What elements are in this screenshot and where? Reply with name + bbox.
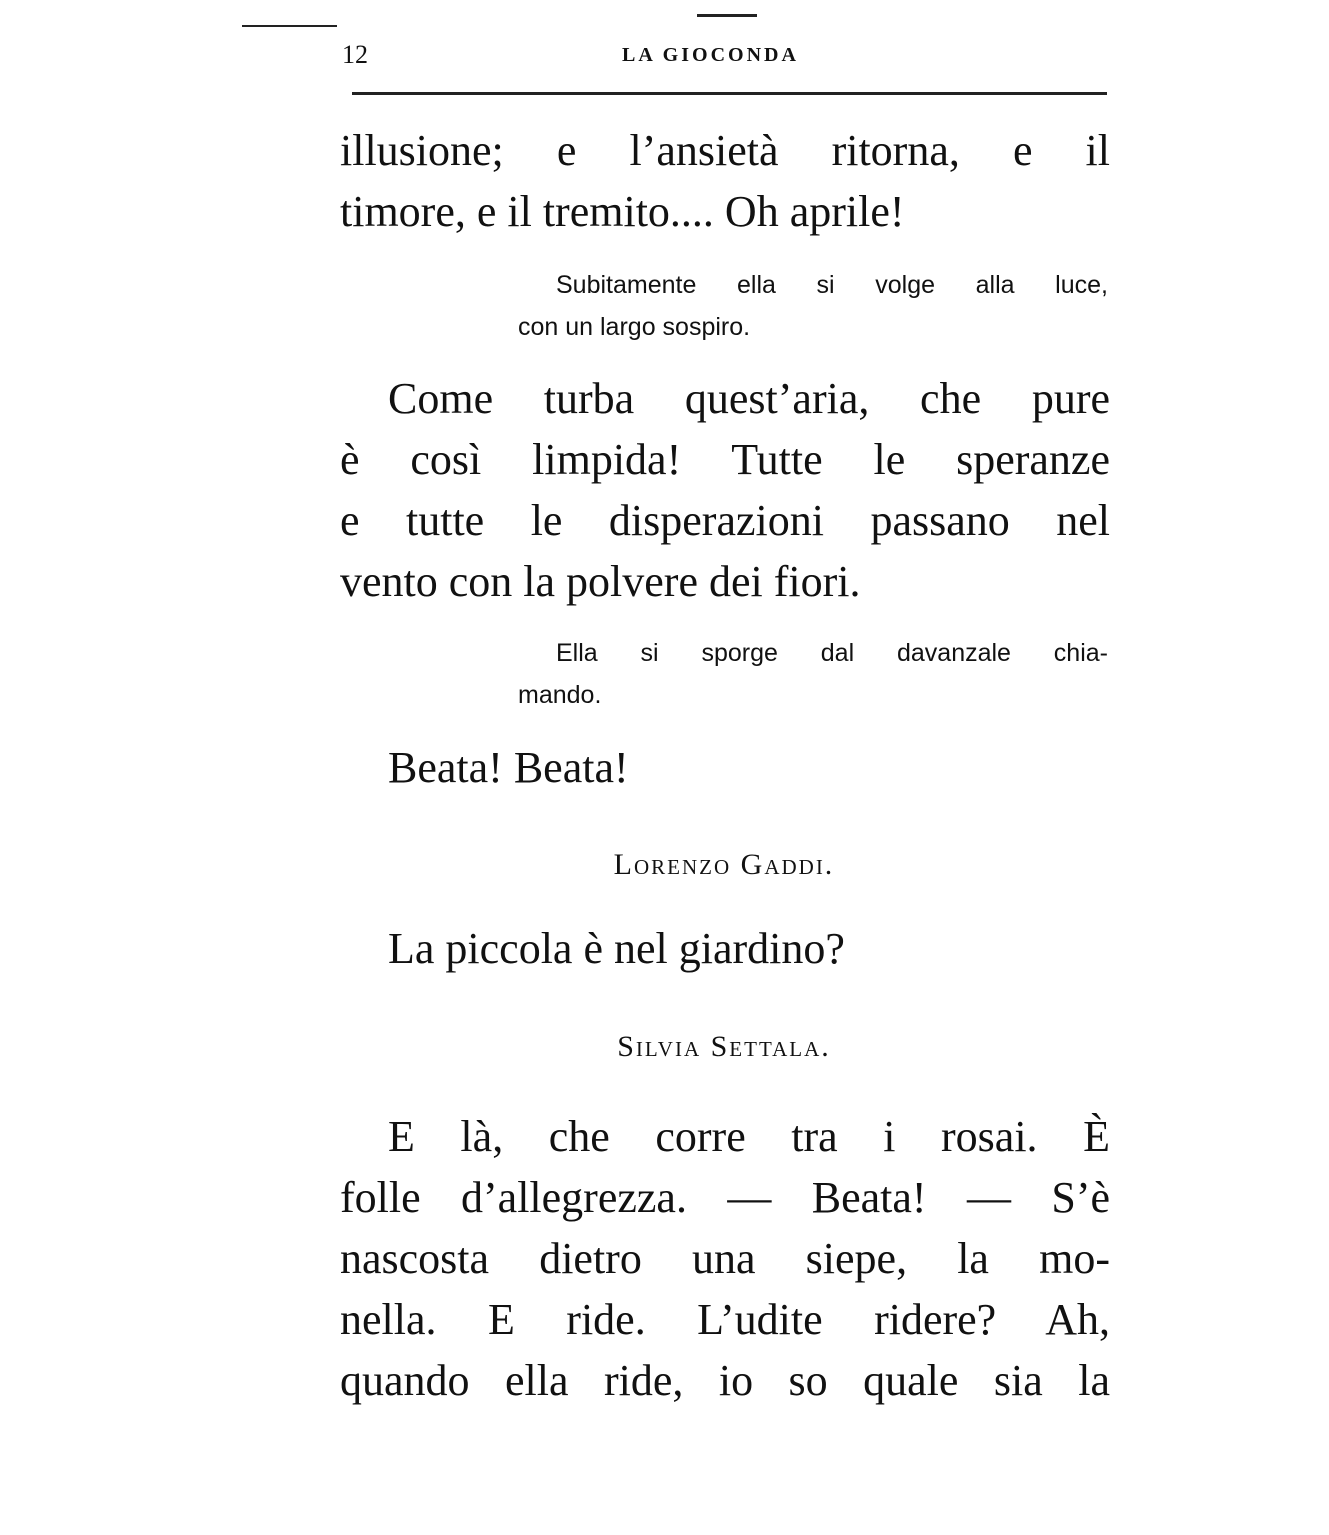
text-line: nascosta dietro una siepe, la mo-	[340, 1234, 1110, 1283]
text-line: quando ella ride, io so quale sia la	[340, 1356, 1110, 1405]
header-rule	[352, 92, 1107, 95]
passage-1	[340, 120, 1110, 242]
text-line: è così limpida! Tutte le speranze	[340, 435, 1110, 484]
top-center-rule	[697, 14, 757, 17]
passage-5	[340, 1106, 1110, 1411]
text-line: vento con la polvere dei fiori.	[340, 557, 861, 606]
speaker-name: Lorenzo Gaddi.	[613, 848, 835, 881]
text-line: La piccola è nel giardino?	[388, 924, 845, 973]
text-line: folle d’allegrezza. — Beata! — S’è	[340, 1173, 1110, 1222]
text-line: e tutte le disperazioni passano nel	[340, 496, 1110, 545]
passage-3	[340, 737, 1110, 798]
stage-direction-1	[518, 264, 1108, 348]
stage-line: mando.	[518, 681, 602, 709]
page-header	[340, 36, 1108, 76]
text-line: nella. E ride. L’udite ridere? Ah,	[340, 1295, 1110, 1344]
text-line: timore, e il tremito.... Oh aprile!	[340, 187, 905, 236]
page-number: 12	[342, 40, 368, 69]
running-title: LA GIOCONDA	[622, 44, 799, 66]
stage-line: con un largo sospiro.	[518, 313, 751, 341]
text-line: illusione; e l’ansietà ritorna, e il	[340, 126, 1110, 175]
passage-2	[340, 368, 1110, 612]
text-line: E là, che corre tra i rosai. È	[388, 1112, 1110, 1161]
top-left-rule	[242, 25, 337, 27]
stage-direction-2	[518, 632, 1108, 716]
text-line: Come turba quest’aria, che pure	[388, 374, 1110, 423]
speaker-name: Silvia Settala.	[617, 1030, 831, 1063]
stage-line: Ella si sporge dal davanzale chia-	[556, 639, 1108, 667]
stage-line: Subitamente ella si volge alla luce,	[556, 271, 1108, 299]
text-line: Beata! Beata!	[388, 743, 629, 792]
passage-4	[340, 918, 1110, 979]
